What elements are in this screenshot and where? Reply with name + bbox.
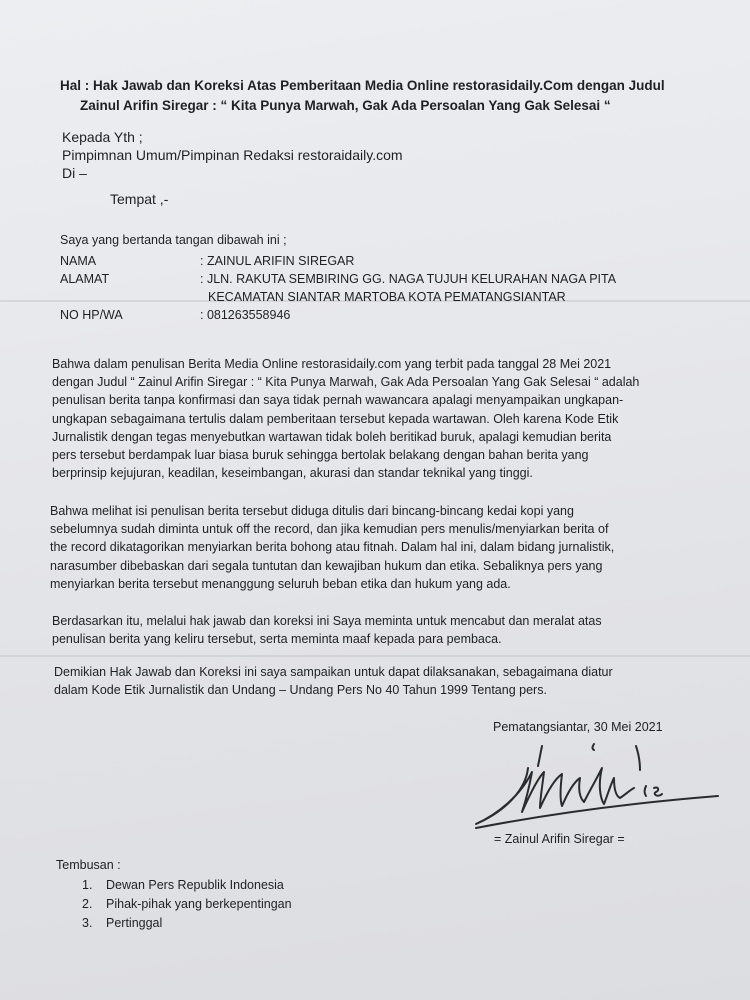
paragraph-line: penulisan berita yang keliru tersebut, serta meminta maaf kepada para pembaca. bbox=[52, 632, 502, 647]
paragraph-line: dalam Kode Etik Jurnalistik dan Undang – Undang Pers No 40 Tahun 1999 Tentang pers. bbox=[54, 683, 547, 698]
identity-row-alamat bbox=[60, 270, 616, 288]
list-item bbox=[82, 876, 292, 895]
paragraph-line: ungkapan sebagaimana tertulis dalam pemberitaan tersebut kepada wartawan. Oleh karena Kode Etik bbox=[52, 411, 619, 426]
tembusan-list bbox=[82, 876, 292, 933]
list-item-number: 2. bbox=[82, 897, 93, 911]
list-item-number: 1. bbox=[82, 878, 93, 892]
body-paragraph-4 bbox=[54, 663, 714, 699]
paragraph-line: pers tersebut berdampak luar biasa buruk sehingga bertolak belakang dengan bahan berita yang bbox=[52, 448, 589, 463]
identity-row-phone bbox=[60, 306, 616, 324]
body-paragraph-2 bbox=[50, 502, 710, 593]
subject-line: Zainul Arifin Siregar : “ Kita Punya Marwah, Gak Ada Persoalan Yang Gak Selesai “ bbox=[80, 98, 611, 113]
addressee-recipient: Pimpimnan Umum/Pimpinan Redaksi restoraidaily.com bbox=[62, 147, 403, 163]
addressee-block bbox=[62, 128, 403, 208]
identity-label bbox=[60, 288, 200, 306]
list-item bbox=[82, 895, 292, 914]
tembusan-title: Tembusan : bbox=[56, 858, 121, 872]
list-item-text: Dewan Pers Republik Indonesia bbox=[106, 878, 284, 892]
signatory-name: = Zainul Arifin Siregar = bbox=[494, 832, 625, 846]
identity-value: : ZAINUL ARIFIN SIREGAR bbox=[200, 254, 355, 268]
identity-value: KECAMATAN SIANTAR MARTOBA KOTA PEMATANGSIANTAR bbox=[208, 290, 566, 304]
identity-row-nama bbox=[60, 252, 616, 270]
identity-label: NO HP/WA bbox=[60, 308, 123, 322]
paragraph-line: narasumber dibebaskan dari segala tuntutan dan kewajiban hukum dan etika. Sebaliknya pers yang bbox=[50, 558, 603, 573]
paragraph-line: sebelumnya sudah diminta untuk off the record, dan jika kemudian pers menulis/menyiarkan berita of bbox=[50, 522, 609, 537]
body-paragraph-1 bbox=[52, 355, 712, 482]
paragraph-line: penulisan berita tanpa konfirmasi dan saya tidak pernah wawancara apalagi menyampaikan ungkapan- bbox=[52, 393, 624, 408]
paragraph-line: Bahwa melihat isi penulisan berita tersebut diduga ditulis dari bincang-bincang kedai kopi yang bbox=[50, 504, 574, 518]
paragraph-line: berprinsip kejujuran, keadilan, keseimbangan, akurasi dan standar teknikal yang tinggi. bbox=[52, 466, 533, 481]
paper-crease bbox=[0, 655, 750, 657]
identity-label: ALAMAT bbox=[60, 272, 110, 286]
identity-table bbox=[60, 252, 616, 324]
addressee-di: Di – bbox=[62, 165, 87, 181]
list-item-text: Pihak-pihak yang berkepentingan bbox=[106, 897, 292, 911]
addressee-tempat: Tempat ,- bbox=[110, 191, 169, 207]
addressee-greeting: Kepada Yth ; bbox=[62, 129, 143, 145]
list-item-number: 3. bbox=[82, 916, 93, 930]
paragraph-line: the record dikatagorikan menyiarkan berita bohong atau fitnah. Dalam hal ini, dalam bidang jurnalistik, bbox=[50, 540, 615, 555]
list-item-text: Pertinggal bbox=[106, 916, 163, 930]
paragraph-line: Demikian Hak Jawab dan Koreksi ini saya sampaikan untuk dapat dilaksanakan, sebagaimana diatur bbox=[54, 665, 613, 679]
paragraph-line: Jurnalistik dengan tegas menyebutkan wartawan tidak boleh beritikad buruk, apalagi kemudian berita bbox=[52, 429, 612, 444]
handwritten-signature bbox=[468, 738, 728, 833]
place-date: Pematangsiantar, 30 Mei 2021 bbox=[493, 720, 663, 734]
identity-row-alamat-cont bbox=[60, 288, 616, 306]
paragraph-line: Berdasarkan itu, melalui hak jawab dan koreksi ini Saya meminta untuk mencabut dan meralat atas bbox=[52, 614, 602, 628]
identity-label: NAMA bbox=[60, 254, 97, 268]
body-paragraph-3 bbox=[52, 612, 712, 648]
intro-line: Saya yang bertanda tangan dibawah ini ; bbox=[60, 233, 287, 247]
identity-value: : JLN. RAKUTA SEMBIRING GG. NAGA TUJUH KELURAHAN NAGA PITA bbox=[200, 272, 617, 286]
identity-value: : 081263558946 bbox=[200, 308, 291, 322]
letter-subject bbox=[60, 76, 700, 116]
paragraph-line: dengan Judul “ Zainul Arifin Siregar : “ Kita Punya Marwah, Gak Ada Persoalan Yang Gak Selesai “ adalah bbox=[52, 375, 640, 390]
paragraph-line: menyiarkan berita tersebut menanggung seluruh beban etika dan hukum yang ada. bbox=[50, 576, 511, 591]
subject-line: Hal : Hak Jawab dan Koreksi Atas Pemberitaan Media Online restorasidaily.Com dengan Judul bbox=[60, 78, 665, 93]
list-item bbox=[82, 914, 292, 933]
paragraph-line: Bahwa dalam penulisan Berita Media Online restorasidaily.com yang terbit pada tanggal 28 Mei 2021 bbox=[52, 357, 612, 371]
